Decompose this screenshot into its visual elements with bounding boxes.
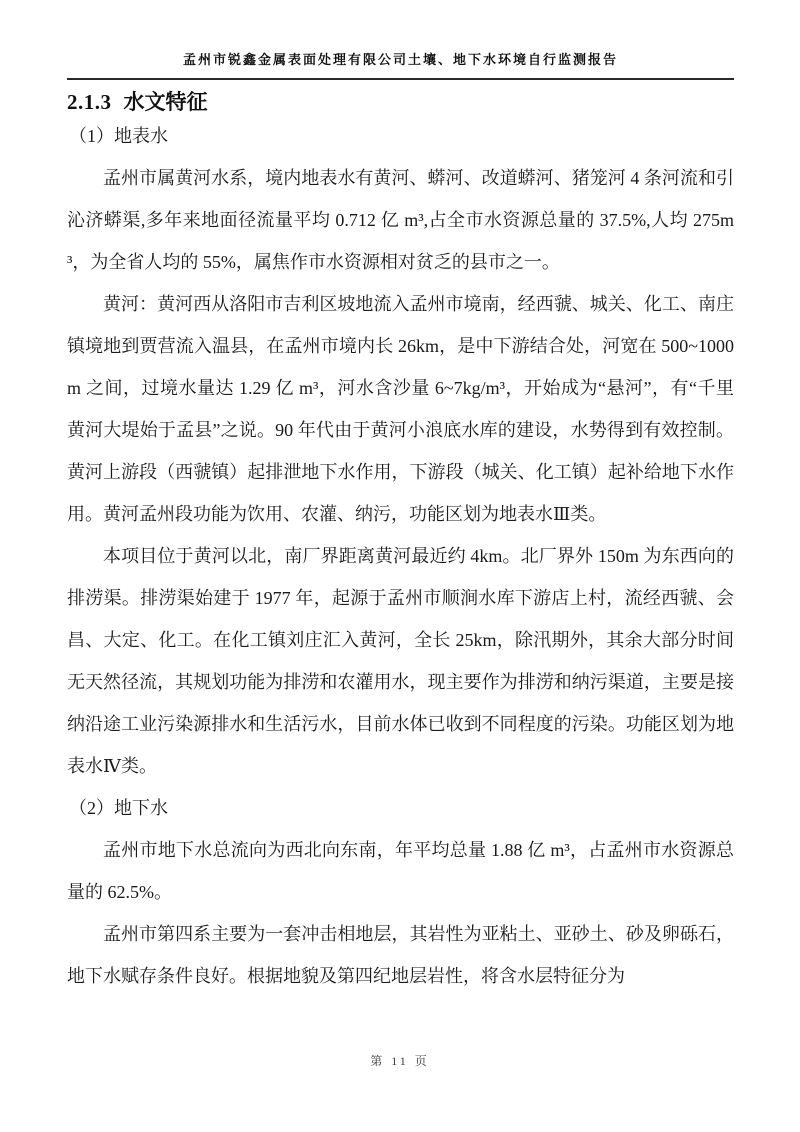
- paragraph-yellow-river: 黄河：黄河西从洛阳市吉利区坡地流入孟州市境南，经西虢、城关、化工、南庄镇境地到贾营流入温县，在孟州市境内长 26km，是中下游结合处，河宽在 500~1000m 之间，过境水量达 1.29 亿 m³，河水含沙量 6~7kg/m³，开始成为“悬河”，有“千里黄河大堤始于孟县”之说。90 年代由于黄河小浪底水库的建设，水势得到有效控制。黄河上游段（西虢镇）起排泄地下水作用，下游段（城关、化工镇）起补给地下水作用。黄河孟州段功能为饮用、农灌、纳污，功能区划为地表水Ⅲ类。: [67, 294, 734, 524]
- page-footer: [0, 1052, 800, 1070]
- page-number: 第 11 页: [370, 1054, 430, 1068]
- paragraph-drainage-channel: 本项目位于黄河以北，南厂界距离黄河最近约 4km。北厂界外 150m 为东西向的排涝渠。排涝渠始建于 1977 年，起源于孟州市顺涧水库下游店上村，流经西虢、会昌、大定、化工。在化工镇刘庄汇入黄河，全长 25km，除汛期外，其余大部分时间无天然径流，其规划功能为排涝和农灌用水，现主要作为排涝和纳污渠道，主要是接纳沿途工业污染源排水和生活污水，目前水体已收到不同程度的污染。功能区划为地表水Ⅳ类。: [67, 546, 734, 776]
- subsection-heading-surface-water: （1）地表水: [69, 126, 168, 146]
- paragraph-quaternary-strata: 孟州市第四系主要为一套冲击相地层，其岩性为亚粘土、亚砂土、砂及卵砾石，地下水赋存条件良好。根据地貌及第四纪地层岩性，将含水层特征分为: [67, 924, 734, 986]
- subsection-heading-groundwater: （2）地下水: [69, 798, 168, 818]
- document-content: [67, 89, 734, 997]
- paragraph-surface-water-overview: 孟州市属黄河水系，境内地表水有黄河、蟒河、改道蟒河、猪笼河 4 条河流和引沁济蟒渠,多年来地面径流量平均 0.712 亿 m³,占全市水资源总量的 37.5%,人均 275m³，为全省人均的 55%，属焦作市水资源相对贫乏的县市之一。: [67, 168, 734, 272]
- paragraph-groundwater-flow: 孟州市地下水总流向为西北向东南，年平均总量 1.88 亿 m³，占孟州市水资源总量的 62.5%。: [67, 840, 734, 902]
- section-number: 2.1.3: [67, 90, 112, 114]
- page-header: [67, 50, 734, 80]
- section-title: 水文特征: [123, 90, 208, 114]
- section-heading: [67, 89, 734, 115]
- header-title: 孟州市锐鑫金属表面处理有限公司土壤、地下水环境自行监测报告: [182, 52, 618, 67]
